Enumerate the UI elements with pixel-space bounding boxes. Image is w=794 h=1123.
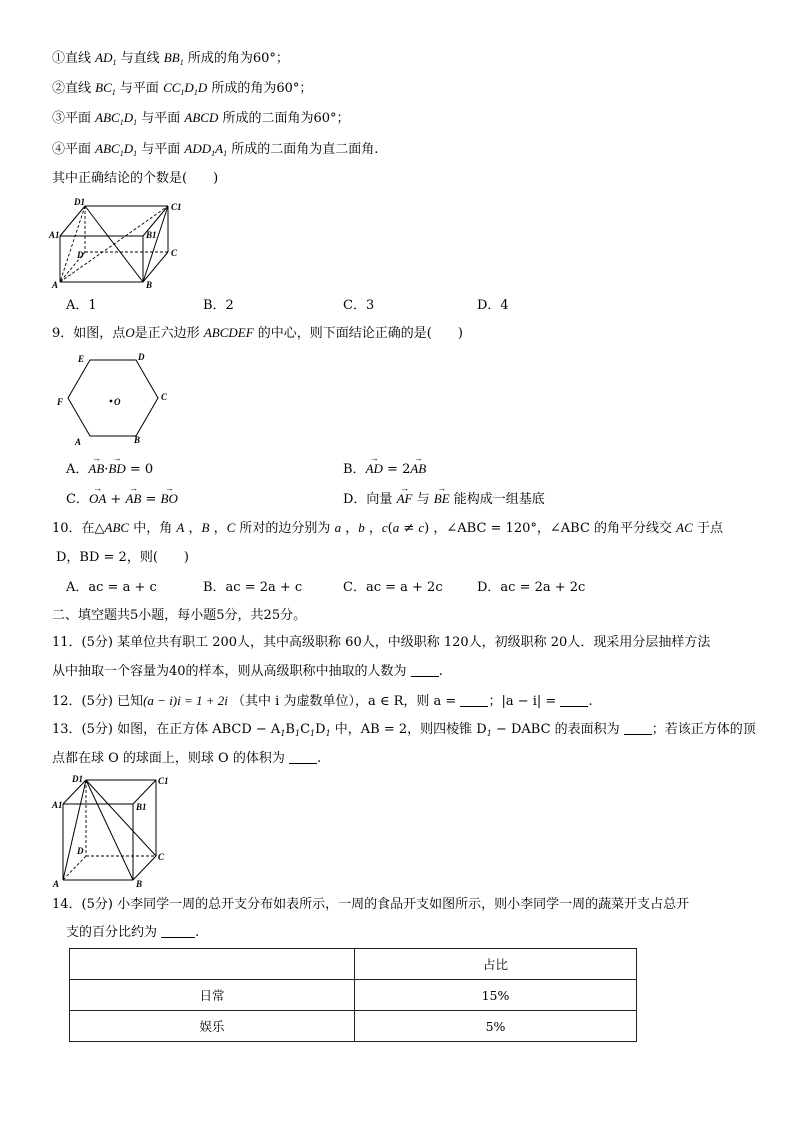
q8-statement-1: ①直线 $AD_1$ 与直线 $BB_1$ 所成的角为60°； [52, 50, 289, 67]
expense-table [69, 948, 637, 1042]
q12-answer-blank-1[interactable] [460, 694, 488, 707]
q13-answer-blank-1[interactable] [624, 722, 652, 735]
q14-line2: 支的百分比约为 . [66, 925, 200, 940]
q13-line2: 点都在球 O 的球面上，则球 O 的体积为 . [52, 751, 322, 766]
hexagon-figure [48, 350, 178, 450]
q9-option-c: C．→ OA + → AB = → BO [66, 491, 178, 508]
table-header-cell [70, 949, 355, 980]
q12-answer-blank-2[interactable] [560, 694, 588, 707]
q12-line: 12．(5分) 已知(a − i)i = 1 + 2i （其中 i 为虚数单位），a ∈ R，则 a = ；|a − i| = . [52, 693, 593, 709]
table-header-row [70, 949, 637, 980]
table-cell: 娱乐 [70, 1011, 355, 1042]
cube-figure-2 [44, 772, 174, 888]
cube1-label-D: D [77, 250, 84, 260]
q8-statement-2: ②直线 $BC_1$ 与平面 $CC_1D_1D$ 所成的角为60°； [52, 80, 313, 97]
hex-label-O: O [114, 397, 121, 407]
q14-answer-blank[interactable] [161, 925, 195, 938]
hex-label-E: E [78, 354, 85, 364]
q8-statement-3: ③平面 $ABC_1D_1$ 与平面 ABCD 所成的二面角为60°； [52, 110, 350, 127]
cube1-label-C: C [171, 248, 178, 258]
hex-label-F: F [57, 397, 64, 407]
q11-line2: 从中抽取一个容量为40的样本，则从高级职称中抽取的人数为 . [52, 664, 443, 679]
cube2-label-A1: A1 [52, 800, 63, 810]
hex-label-D: D [138, 352, 145, 362]
q11-line1: 11．(5分) 某单位共有职工 200人，其中高级职称 60人，中级职称 120人，初级职称 20人．现采用分层抽样方法 [52, 635, 711, 650]
q8-option-d: D．4 [477, 298, 509, 313]
q9-option-d: D．向量 → AF 与 → BE 能构成一组基底 [343, 491, 545, 508]
cube2-label-B1: B1 [136, 802, 147, 812]
table-row [70, 980, 637, 1011]
q10-option-d: D．ac = 2a + 2c [477, 580, 586, 595]
q13-line1: 13．(5分) 如图，在正方体 ABCD − $A_1B_1C_1D_1$ 中，AB = 2，则四棱锥 $D_1$ − DABC 的表面积为 ；若该正方体的顶 [52, 722, 756, 738]
q13-answer-blank-2[interactable] [289, 751, 317, 764]
table-row [70, 1011, 637, 1042]
q8-statement-4: ④平面 $ABC_1D_1$ 与平面 $ADD_1A_1$ 所成的二面角为直二面角. [52, 141, 379, 158]
table-header-cell: 占比 [355, 949, 637, 980]
q10-stem-line1: 10．在△ABC 中，角 A ，B ，C 所对的边分别为 a ，b ，c(a ≠ c) ，∠ABC = 120°，∠ABC 的角平分线交 AC 于点 [52, 520, 723, 536]
q14-line1: 14．(5分) 小李同学一周的总开支分布如表所示，一周的食品开支如图所示，则小李同学一周的蔬菜开支占总开 [52, 897, 690, 912]
cube1-label-D1: D1 [74, 197, 85, 207]
q9-stem: 9．如图，点O是正六边形 ABCDEF 的中心，则下面结论正确的是( ) [52, 325, 463, 341]
cube1-label-B1: B1 [146, 230, 157, 240]
q9-option-b: B．→ AD = 2→ AB [343, 461, 426, 478]
q8-option-b: B．2 [203, 298, 234, 313]
cube2-label-D: D [77, 846, 84, 856]
q11-answer-blank[interactable] [411, 664, 439, 677]
cube2-label-D1: D1 [72, 774, 83, 784]
cube2-label-A: A [53, 879, 60, 888]
hex-label-A: A [75, 437, 82, 447]
cube1-label-A1: A1 [49, 230, 60, 240]
cube2-label-C: C [158, 852, 165, 862]
q9-option-a: A．→ AB·→ BD = 0 [66, 461, 153, 478]
table-cell: 15% [355, 980, 637, 1011]
hex-label-B: B [134, 435, 141, 445]
section2-heading: 二、填空题共5小题，每小题5分，共25分。 [52, 608, 307, 623]
hex-label-C: C [161, 392, 168, 402]
q10-option-c: C．ac = a + 2c [343, 580, 443, 595]
q10-stem-line2: D，BD = 2，则( ) [56, 550, 189, 565]
cube-figure-1 [48, 196, 188, 292]
q8-question: 其中正确结论的个数是( ) [52, 171, 219, 186]
cube2-label-B: B [136, 879, 143, 888]
q8-option-c: C．3 [343, 298, 375, 313]
q8-option-a: A．1 [66, 298, 97, 313]
table-cell: 日常 [70, 980, 355, 1011]
q10-option-b: B．ac = 2a + c [203, 580, 303, 595]
cube2-label-C1: C1 [158, 776, 169, 786]
table-cell: 5% [355, 1011, 637, 1042]
cube1-label-B: B [146, 280, 153, 290]
cube1-label-A: A [52, 280, 59, 290]
cube1-label-C1: C1 [171, 202, 182, 212]
q10-option-a: A．ac = a + c [66, 580, 157, 595]
